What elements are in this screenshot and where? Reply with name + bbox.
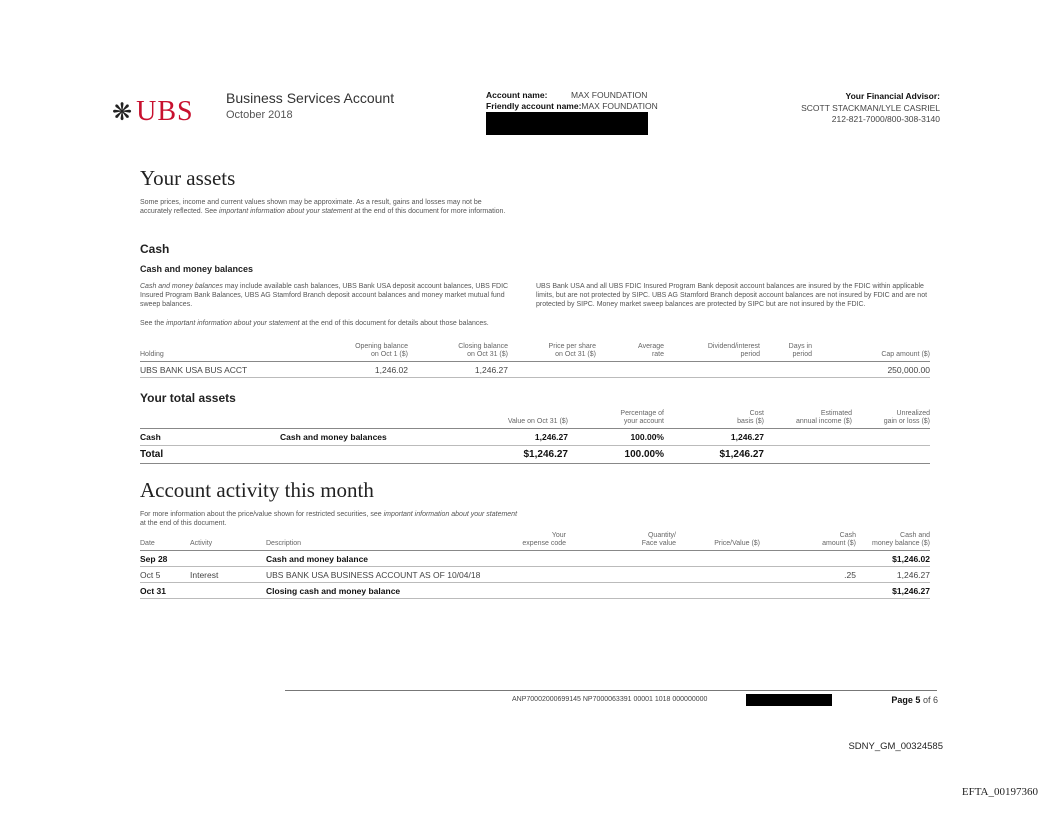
cell-price [508, 362, 596, 378]
see-note-text: See the [140, 320, 165, 327]
cell-qty [566, 567, 676, 583]
cell-cap: 250,000.00 [887, 365, 930, 375]
col-date [140, 532, 190, 551]
cell-pct: 100.00% [630, 432, 664, 442]
header-label: Face value [641, 540, 676, 547]
cash-note-text: may include available cash balances, UBS Bank USA deposit account balances, UBS FDIC Insured Program Bank Balances, UBS AG Stamford Branch deposit account balances and money market mutual fund sweep balances. [140, 283, 509, 308]
statement-period: October 2018 [226, 109, 293, 121]
cell-price [676, 567, 760, 583]
cell-pct: 100.00% [624, 449, 664, 460]
page-label: Page [891, 695, 913, 705]
cell-price [676, 551, 760, 567]
col-balance [856, 532, 930, 551]
header-label: expense code [522, 540, 566, 547]
cell-date: Oct 31 [140, 586, 166, 596]
advisor-phone: 212-821-7000/800-308-3140 [831, 114, 940, 124]
header-label: gain or loss ($) [883, 418, 930, 425]
header-label: Opening balance [355, 343, 408, 350]
activity-note [140, 510, 520, 528]
cash-heading: Cash [140, 242, 170, 256]
header-label: Average [638, 343, 664, 350]
ubs-keys-icon: ❋ [112, 98, 133, 126]
header-label: on Oct 31 ($) [467, 351, 508, 358]
cell-qty [566, 583, 676, 599]
friendly-name-label: Friendly account name: [486, 101, 582, 111]
total-assets-table [140, 410, 930, 464]
financial-advisor [801, 91, 940, 126]
cell-income [764, 429, 852, 446]
page-of: of [922, 695, 931, 705]
header-label: money balance ($) [872, 540, 930, 547]
col-price [508, 343, 596, 362]
cash-balances-table [140, 343, 930, 378]
page-number [891, 695, 938, 705]
cell-activity [190, 551, 266, 567]
footer-divider [285, 690, 937, 691]
table-header-row [140, 532, 930, 551]
table-row [140, 567, 930, 583]
table-row [140, 583, 930, 599]
logo-text: UBS [136, 96, 194, 127]
col-cash [760, 532, 856, 551]
table-header-row [140, 410, 930, 429]
cell-cash [760, 583, 856, 599]
assets-intro-text-2: at the end of this document for more information. [354, 208, 506, 215]
ubs-logo [112, 96, 194, 128]
cell-desc [280, 446, 450, 464]
cell-price [676, 583, 760, 599]
cell-closing: 1,246.27 [474, 365, 508, 375]
cash-note [140, 282, 510, 309]
cell-income [764, 446, 852, 464]
cell-qty [566, 551, 676, 567]
page-current: 5 [915, 695, 921, 705]
cell-holding: UBS BANK USA BUS ACCT [140, 365, 248, 375]
col-quantity [566, 532, 676, 551]
see-note [140, 319, 510, 328]
assets-intro-link: important information about your statement [219, 208, 353, 215]
efta-number: EFTA_00197360 [961, 786, 1038, 798]
cell-balance: $1,246.02 [892, 554, 930, 564]
header-label: Quantity/ [647, 532, 676, 539]
activity-title: Account activity this month [140, 478, 374, 502]
header-label: Your [551, 532, 566, 539]
activity-note-text-2: at the end of this document. [140, 520, 227, 527]
footer-redaction [746, 694, 832, 706]
header-label: Price per share [548, 343, 596, 350]
table-row [140, 551, 930, 567]
header-label: Holding [140, 351, 164, 358]
cell-desc: Cash and money balances [280, 432, 387, 442]
col-description [266, 532, 466, 551]
col-expense [466, 532, 566, 551]
col-cap [812, 343, 930, 362]
cell-gain [852, 446, 930, 464]
account-info [486, 90, 658, 112]
col-activity [190, 532, 266, 551]
cell-avg [596, 362, 664, 378]
bates-number: SDNY_GM_00324585 [848, 741, 943, 752]
col-average-rate [596, 343, 664, 362]
header-label: Percentage of [620, 410, 664, 417]
col-cost [664, 410, 764, 429]
header-label: Closing balance [458, 343, 508, 350]
col-gain [852, 410, 930, 429]
header-label: rate [651, 351, 664, 358]
header-label: Cash and [900, 532, 930, 539]
cell-value: 1,246.27 [534, 432, 568, 442]
cell-cost: $1,246.27 [719, 449, 764, 460]
cell-cost: 1,246.27 [730, 432, 764, 442]
account-name-label: Account name: [486, 90, 548, 100]
col-days [760, 343, 812, 362]
header-label: Dividend/interest [707, 343, 760, 350]
header-label: on Oct 31 ($) [555, 351, 596, 358]
footer-code: ANP70002000699145 NP7000063391 00001 1018 000000000 [512, 696, 708, 703]
cell-value: $1,246.27 [523, 449, 568, 460]
header-label: Date [140, 540, 155, 547]
header-label: your account [623, 418, 664, 425]
col-label [140, 410, 280, 429]
total-assets-heading: Your total assets [140, 391, 236, 405]
col-income [764, 410, 852, 429]
header-label: annual income ($) [795, 418, 852, 425]
cell-description: Closing cash and money balance [266, 586, 401, 596]
header-label: Activity [190, 540, 213, 547]
header-label: Description [266, 540, 302, 547]
friendly-name-value: MAX FOUNDATION [581, 101, 658, 111]
cell-opening: 1,246.02 [374, 365, 408, 375]
account-type: Business Services Account [226, 90, 395, 106]
cell-activity [190, 583, 266, 599]
table-row [140, 429, 930, 446]
header-label: Unrealized [896, 410, 930, 417]
col-holding [140, 343, 280, 362]
col-opening [280, 343, 408, 362]
activity-note-text: For more information about the price/value shown for restricted securities, see [140, 511, 382, 518]
cell-cash: .25 [844, 570, 856, 580]
cell-label: Total [140, 449, 164, 460]
col-percentage [568, 410, 664, 429]
col-desc [280, 410, 450, 429]
see-note-text-2: at the end of this document for details about those balances. [301, 320, 489, 327]
assets-intro-text: Some prices, income and current values shown may be approximate. As a result, gains and losses may not be accurately reflected. See [140, 199, 482, 215]
cell-activity: Interest [190, 570, 219, 580]
cell-gain [852, 429, 930, 446]
cell-cash [760, 551, 856, 567]
cell-balance: $1,246.27 [892, 586, 930, 596]
table-row-total [140, 446, 930, 464]
activity-table [140, 532, 930, 599]
see-note-link: important information about your statement [166, 320, 300, 327]
assets-title: Your assets [140, 166, 236, 190]
col-dividend [664, 343, 760, 362]
header-label: Cap amount ($) [881, 351, 930, 358]
cell-balance: 1,246.27 [896, 570, 930, 580]
activity-note-link: important information about your statement [383, 511, 518, 518]
advisor-label: Your Financial Advisor: [845, 91, 940, 101]
assets-intro [140, 198, 510, 216]
header-label: Value on Oct 31 ($) [507, 418, 568, 425]
page-total: 6 [932, 695, 938, 705]
cash-note-italic: Cash and money balances [140, 283, 223, 290]
header-label: on Oct 1 ($) [371, 351, 408, 358]
col-closing [408, 343, 508, 362]
account-name-value: MAX FOUNDATION [571, 90, 648, 100]
header-label: Price/Value ($) [714, 540, 760, 547]
advisor-name: SCOTT STACKMAN/LYLE CASRIEL [801, 102, 940, 113]
table-header-row [140, 343, 930, 362]
header-label: Cost [749, 410, 764, 417]
table-row [140, 362, 930, 378]
cell-description: UBS BANK USA BUSINESS ACCOUNT AS OF 10/04/18 [266, 570, 481, 580]
header-label: period [740, 351, 760, 358]
fdic-note: UBS Bank USA and all UBS FDIC Insured Program Bank deposit account balances are insured by the FDIC within applicable limits, but are not protected by SIPC. UBS AG Stamford Branch deposit account balances are not insured by FDIC and are not protected by SIPC. Money market sweep balances are protected by SIPC but are not insured by the FDIC. [536, 283, 928, 308]
cell-label: Cash [140, 432, 161, 442]
cell-date: Sep 28 [140, 554, 168, 564]
header-label: period [792, 351, 812, 358]
header-label: amount ($) [822, 540, 856, 547]
redaction-box [486, 112, 648, 135]
header-label: basis ($) [737, 418, 764, 425]
col-value [450, 410, 568, 429]
cell-div [664, 362, 760, 378]
col-price [676, 532, 760, 551]
cell-expense [466, 551, 566, 567]
header-label: Estimated [820, 410, 852, 417]
cash-subheading: Cash and money balances [140, 264, 254, 274]
cell-description: Cash and money balance [266, 554, 369, 564]
header-label: Days in [788, 343, 812, 350]
cell-date: Oct 5 [140, 570, 161, 580]
cell-days [760, 362, 812, 378]
header-label: Cash [839, 532, 856, 539]
